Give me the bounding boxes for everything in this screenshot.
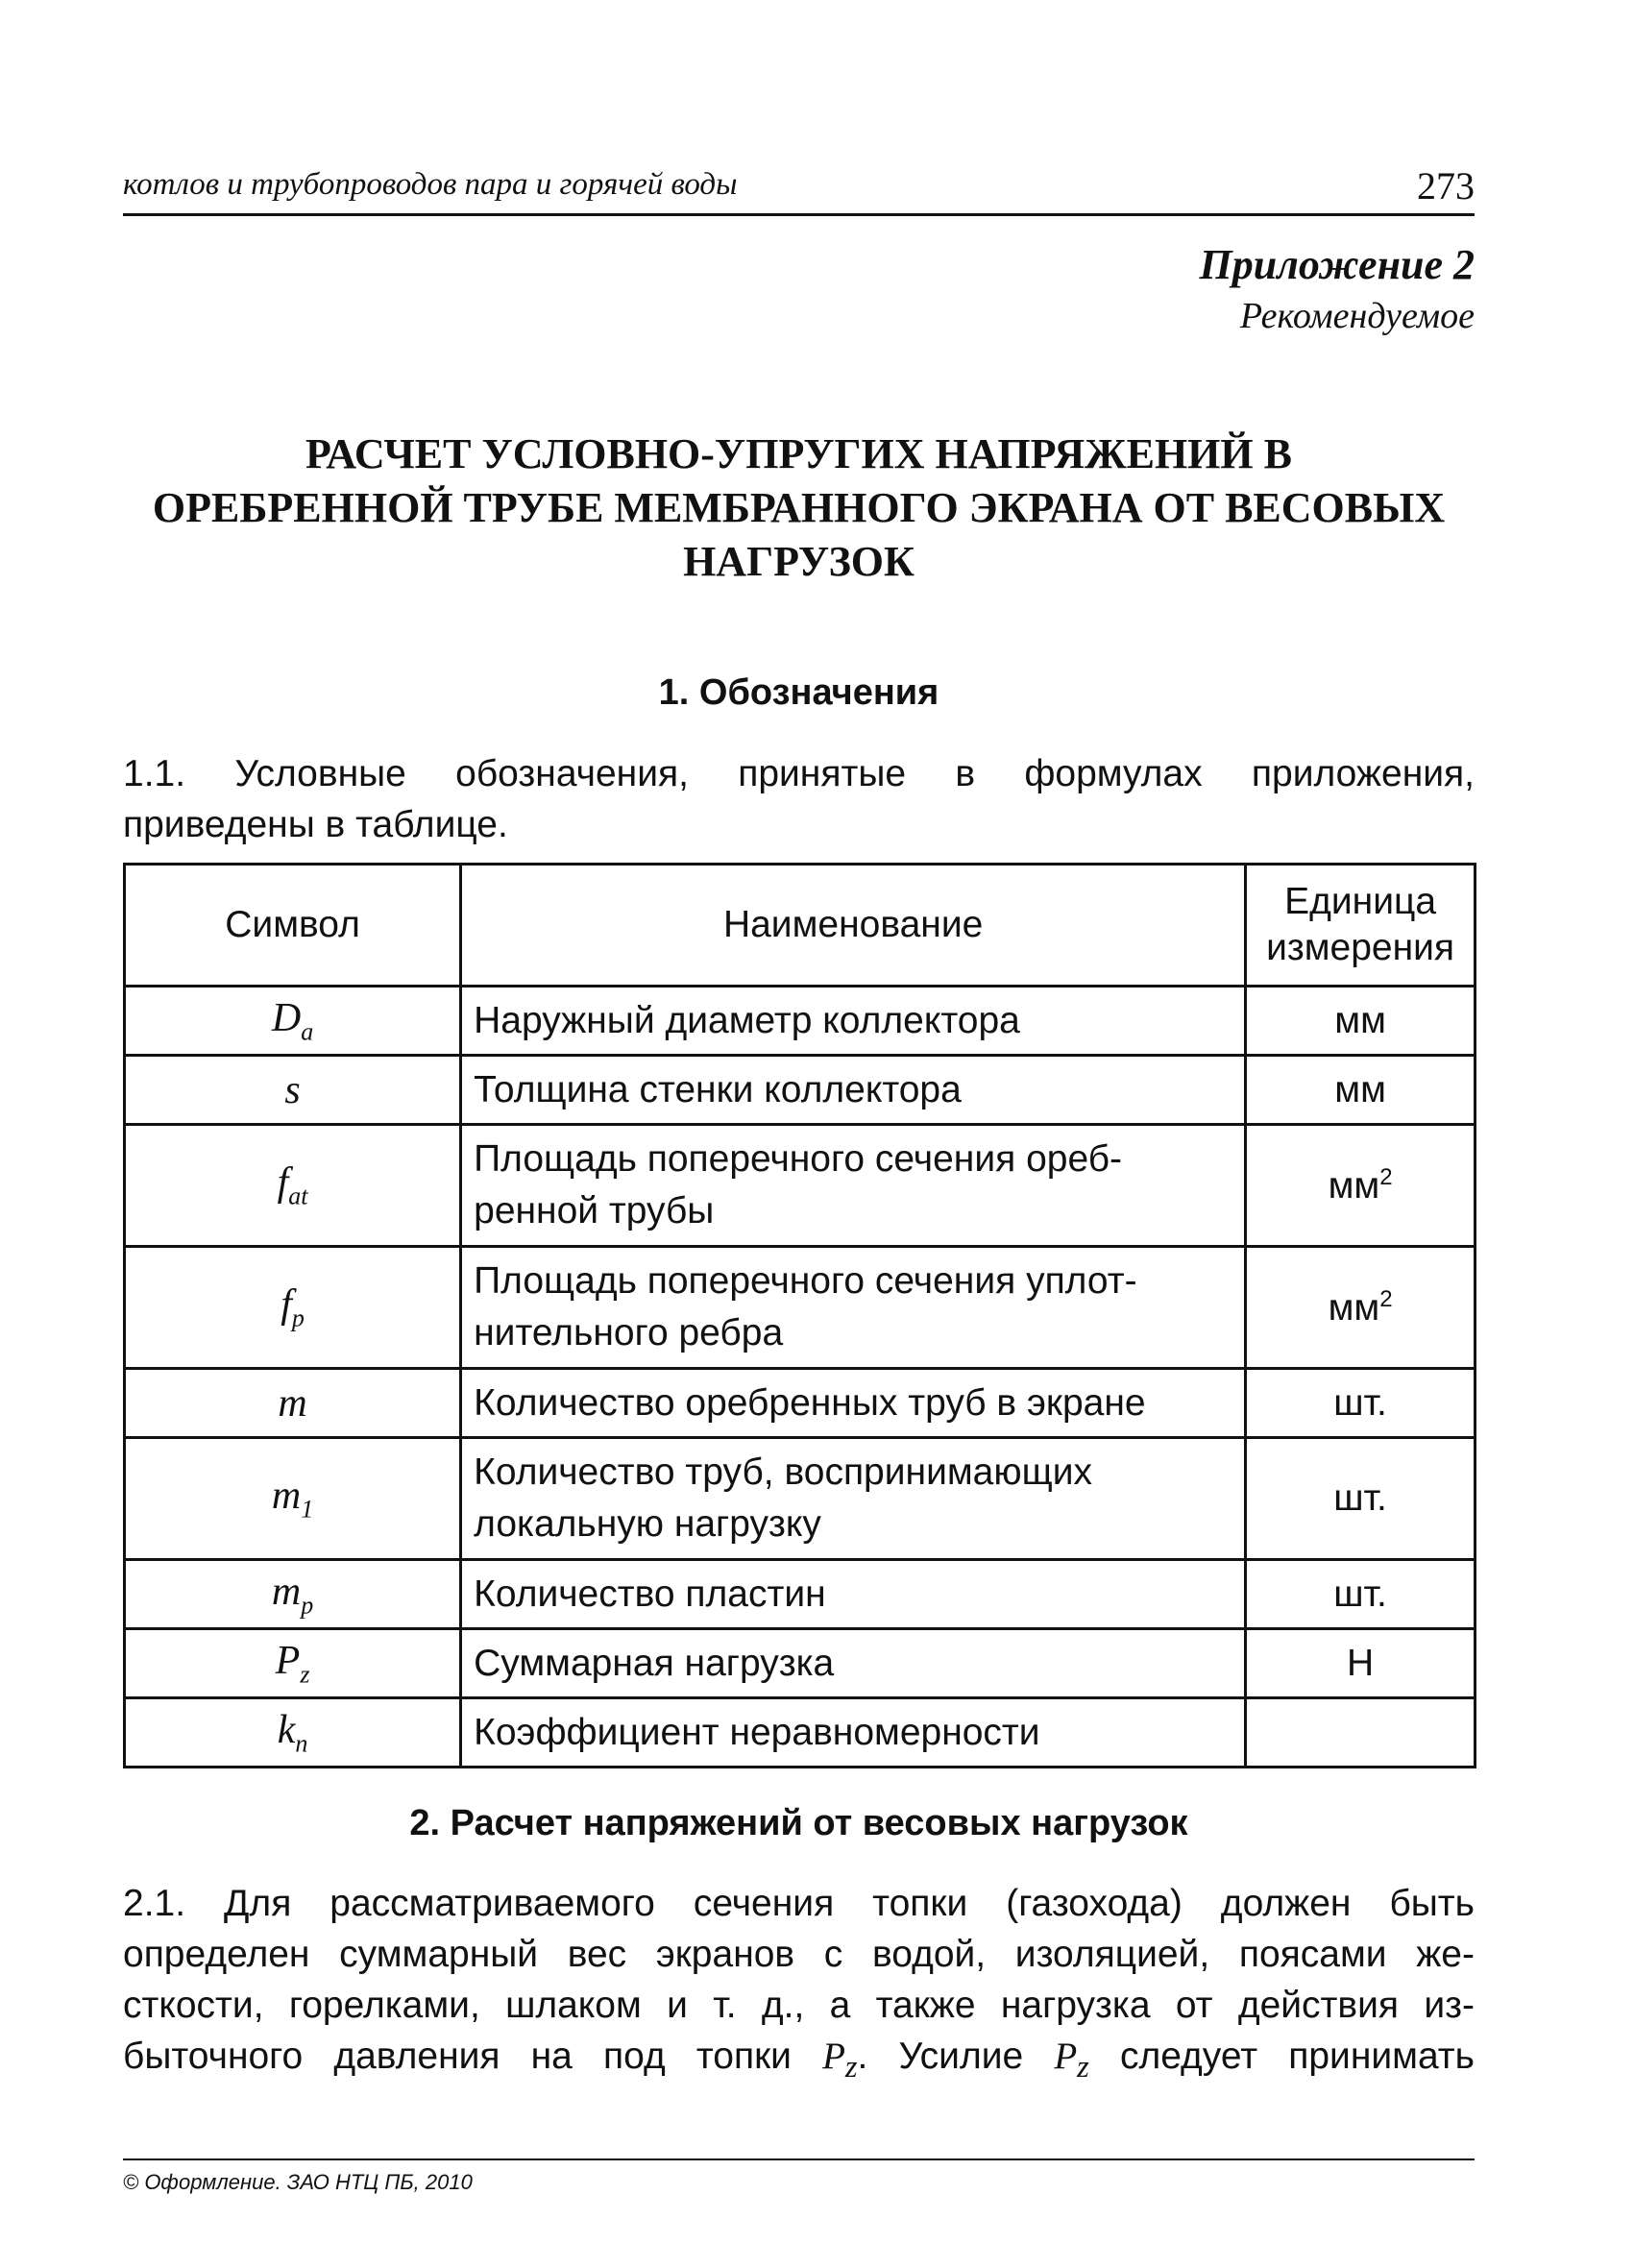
- symbol: s: [284, 1067, 301, 1112]
- text-fragment: следует принимать: [1088, 2036, 1475, 2077]
- table-row: [125, 987, 1475, 1056]
- unit-cell: [1246, 987, 1475, 1056]
- running-header: [123, 163, 1475, 216]
- symbol: m: [271, 1569, 302, 1614]
- appendix-status: Рекомендуемое: [1239, 296, 1475, 336]
- unit-cell: [1246, 1698, 1475, 1768]
- header-symbol: Символ: [125, 865, 461, 987]
- symbol: f: [277, 1160, 289, 1206]
- page-number: 273: [1417, 164, 1475, 207]
- name-cell: [461, 1698, 1246, 1768]
- text-fragment: . Усилие: [857, 2036, 1055, 2077]
- symbol-cell: [125, 987, 461, 1056]
- header-unit-line: измерения: [1266, 927, 1455, 968]
- symbol-subscript: at: [288, 1182, 308, 1210]
- name-line: Суммарная нагрузка: [474, 1642, 835, 1684]
- name-cell: [461, 1629, 1246, 1698]
- name-cell: [461, 1125, 1246, 1247]
- table-row: [125, 1698, 1475, 1768]
- header-unit: [1246, 865, 1475, 987]
- symbol: k: [277, 1707, 296, 1752]
- unit: мм: [1328, 1286, 1380, 1329]
- name-line: Количество труб, воспринимающих: [474, 1451, 1092, 1493]
- name-cell: [461, 1369, 1246, 1438]
- symbol-subscript: n: [295, 1729, 308, 1758]
- title-line: РАСЧЕТ УСЛОВНО-УПРУГИХ НАПРЯЖЕНИЙ В: [305, 430, 1292, 477]
- symbol: m: [278, 1380, 307, 1426]
- unit-superscript: 2: [1379, 1163, 1393, 1190]
- name-cell: [461, 987, 1246, 1056]
- name-line: Количество оребренных труб в экране: [474, 1381, 1146, 1424]
- symbol: m: [271, 1474, 302, 1519]
- name-line: Площадь поперечного сечения ореб-: [474, 1138, 1123, 1180]
- name-cell: [461, 1560, 1246, 1629]
- unit-cell: [1246, 1056, 1475, 1125]
- symbol-subscript: p: [301, 1591, 314, 1620]
- name-line: локальную нагрузку: [474, 1503, 821, 1545]
- symbol-cell: [125, 1247, 461, 1369]
- unit-cell: [1246, 1247, 1475, 1369]
- paragraph-line: 1.1. Условные обозначения, принятые в формулах приложения,: [123, 753, 1475, 794]
- unit-cell: [1246, 1369, 1475, 1438]
- symbol-subscript: p: [291, 1304, 305, 1332]
- title-line: ОРЕБРЕННОЙ ТРУБЕ МЕМБРАННОГО ЭКРАНА ОТ ВЕСОВЫХ: [152, 484, 1446, 531]
- unit-cell: [1246, 1125, 1475, 1247]
- appendix-number: Приложение 2: [1199, 241, 1475, 288]
- header-unit-line: Единица: [1284, 881, 1437, 922]
- unit: шт.: [1333, 1381, 1387, 1424]
- table-row: [125, 1560, 1475, 1629]
- name-cell: [461, 1438, 1246, 1560]
- paragraph-line: [123, 2031, 1475, 2093]
- symbol-cell: [125, 1629, 461, 1698]
- section-heading-calculation: 2. Расчет напряжений от весовых нагрузок: [409, 1803, 1188, 1843]
- running-title: котлов и трубопроводов пара и горячей воды: [123, 167, 738, 202]
- document-title: [123, 427, 1475, 589]
- paragraph-line: приведены в таблице.: [123, 804, 508, 845]
- unit: шт.: [1333, 1573, 1387, 1615]
- paragraph-2-1: [123, 1878, 1475, 2093]
- footer-copyright: © Оформление. ЗАО НТЦ ПБ, 2010: [123, 2158, 1475, 2195]
- symbol-subscript: a: [301, 1017, 314, 1046]
- text-fragment: быточного давления на под топки: [123, 2036, 823, 2077]
- pz-subscript: z: [844, 2049, 858, 2085]
- symbol-cell: [125, 1698, 461, 1768]
- table-header-row: [125, 865, 1475, 987]
- paragraph-line: 2.1. Для рассматриваемого сечения топки (газохода) должен быть: [123, 1883, 1475, 1924]
- table-row: [125, 1438, 1475, 1560]
- unit-cell: [1246, 1438, 1475, 1560]
- symbol-cell: [125, 1125, 461, 1247]
- pz-subscript: z: [1077, 2049, 1089, 2085]
- table-row: [125, 1125, 1475, 1247]
- symbol-cell: [125, 1438, 461, 1560]
- paragraph-line: определен суммарный вес экранов с водой, изоляцией, поясами же-: [123, 1934, 1475, 1975]
- table-row: [125, 1056, 1475, 1125]
- name-line: Количество пластин: [474, 1573, 826, 1615]
- paragraph-line: сткости, горелками, шлаком и т. д., а также нагрузка от действия из-: [123, 1985, 1475, 2026]
- header-name: Наименование: [461, 865, 1246, 987]
- symbol-subscript: z: [300, 1660, 310, 1689]
- unit-cell: [1246, 1629, 1475, 1698]
- name-line: Коэффициент неравномерности: [474, 1711, 1040, 1753]
- symbol: P: [275, 1638, 301, 1683]
- unit: мм: [1328, 1164, 1380, 1207]
- notation-table: [123, 863, 1476, 1768]
- table-row: [125, 1629, 1475, 1698]
- name-line: Наружный диаметр коллектора: [474, 999, 1020, 1041]
- unit: мм: [1334, 1068, 1386, 1110]
- title-line: НАГРУЗОК: [683, 538, 915, 585]
- symbol: D: [271, 995, 302, 1040]
- table-row: [125, 1369, 1475, 1438]
- symbol: f: [280, 1282, 292, 1328]
- name-line: Толщина стенки коллектора: [474, 1068, 962, 1110]
- name-line: Площадь поперечного сечения уплот-: [474, 1260, 1137, 1302]
- unit-cell: [1246, 1560, 1475, 1629]
- unit-superscript: 2: [1379, 1285, 1393, 1312]
- table-row: [125, 1247, 1475, 1369]
- paragraph-1-1: [123, 748, 1475, 850]
- unit: Н: [1346, 1642, 1375, 1684]
- symbol-cell: [125, 1369, 461, 1438]
- unit: шт.: [1333, 1477, 1387, 1519]
- name-cell: [461, 1056, 1246, 1125]
- pz-symbol: P: [1054, 2036, 1078, 2077]
- symbol-subscript: 1: [301, 1495, 314, 1524]
- name-line: ренной трубы: [474, 1190, 715, 1232]
- appendix-label: [1200, 238, 1475, 340]
- unit: мм: [1334, 999, 1386, 1041]
- pz-symbol: P: [822, 2036, 845, 2077]
- name-cell: [461, 1247, 1246, 1369]
- section-heading-notation: 1. Обозначения: [658, 672, 939, 713]
- symbol-cell: [125, 1560, 461, 1629]
- symbol-cell: [125, 1056, 461, 1125]
- name-line: нительного ребра: [474, 1312, 784, 1353]
